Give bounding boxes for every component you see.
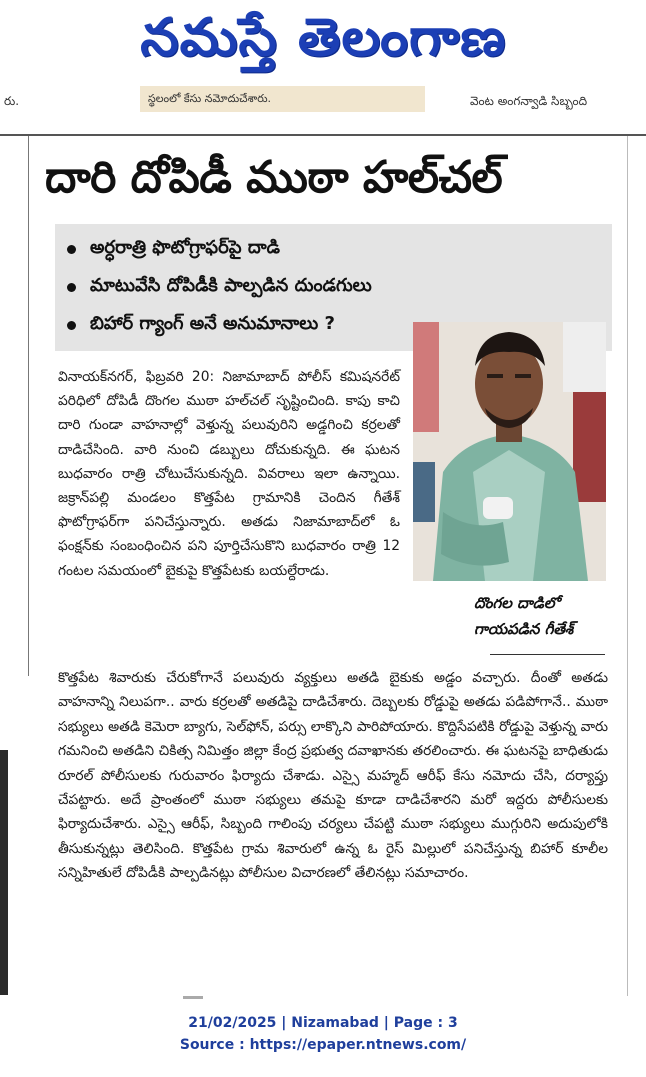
highlight-item [67,268,612,306]
victim-photo [413,322,606,581]
article-paragraph: వినాయక్‌నగర్, ఫిబ్రవరి 20: నిజామాబాద్ పోలీస్ కమిషనరేట్ పరిధిలో దోపిడీ దొంగల ముఠా హల్‌చల్ సృష్టించింది. కాపు కాచి దారి గుండా వాహనాల్లో వెళ్తున్న పలువురిని అడ్డగించి కర్రలతో దాడిచేసింది. వారి నుంచి డబ్బులు దోచుకున్నది. ఈ ఘటన బుధవారం రాత్రి చోటుచేసుకున్నది. వివరాలు ఇలా ఉన్నాయి. జక్రాన్‌పల్లి మండలం కొత్తపేట గ్రామానికి చెందిన గీతేశ్ ఫొటోగ్రాఫర్‌గా పనిచేస్తున్నారు. అతడు నిజామాబాద్‌లో ఓ ఫంక్షన్‌కు సంబంధించిన పని పూర్తిచేసుకొని బుధవారం రాత్రి 12 గంటల సమయంలో బైకుపై కొత్తపేటకు బయల్దేరాడు. [58,369,400,579]
masthead [0,0,646,78]
photo-caption: దొంగల దాడిలో గాయపడిన గీతేశ్ [474,594,574,638]
highlight-text: అర్ధరాత్రి ఫొటోగ్రాఫర్‌పై దాడి [90,236,280,258]
victim-photo-illustration [413,322,606,581]
divider-top [0,134,646,136]
strip-right-fragment: వెంట అంగన్వాడి సిబ్బంది [470,94,588,108]
highlight-text: బిహార్ గ్యాంగ్ అనే అనుమానాలు ? [90,312,335,334]
strip-middle-fragment: స్థలంలో కేసు నమోదుచేశారు. [140,86,425,112]
bullet-icon [67,245,76,254]
article-body-column [58,365,400,583]
end-mark [183,996,203,999]
caption-underline [490,654,605,655]
article-paragraph: కొత్తపేట శివారుకు చేరుకోగానే పలువురు వ్యక్తులు అతడి బైకుకు అడ్డం వచ్చారు. దీంతో అతడు వాహనాన్ని నిలుపగా.. వారు కర్రలతో అతడిపై దాడిచేశారు. దెబ్బలకు రోడ్డుపై అతడు పడిపోగానే.. ముఠా సభ్యులు అతడి కెమెరా బ్యాగు, సెల్‌ఫోన్, పర్సు లాక్కొని పారిపోయారు. కొద్దిసేపటికి రోడ్డుపై వెళ్తున్న వారు గమనించి అతడిని చికిత్స నిమిత్తం జిల్లా కేంద్ర ప్రభుత్వ దవాఖానకు తరలించారు. ఈ ఘటనపై బాధితుడు రూరల్ పోలీసులకు గురువారం ఫిర్యాదు చేశాడు. ఎస్సై మహ్మద్ ఆరీఫ్ కేసు నమోదు చేసి, దర్యాప్తు చేపట్టారు. అదే ప్రాంతంలో ముఠా సభ్యులు తమపై కూడా దాడిచేశారని మరో ఇద్దరు పోలీసులకు ఫిర్యాదుచేశారు. ఎస్సై ఆరీఫ్, సిబ్బంది గాలింపు చర్యలు చేపట్టి ముఠా సభ్యులు ముగ్గురిని అదుపులోకి తీసుకున్నట్లు తెలిసింది. కొత్తపేట గ్రామ శివారులో ఉన్న ఓ రైస్ మిల్లులో పనిచేస్తున్న బిహార్ కూలీల సన్నిహితులే దోపిడీకి పాల్పడినట్లు పోలీసుల విచారణలో తేలినట్లు సమాచారం. [58,670,608,882]
bullet-icon [67,321,76,330]
edition-info: 21/02/2025 | Nizamabad | Page : 3 [188,1015,458,1031]
adjacent-photo-edge [0,750,8,995]
article-headline: దారి దోపిడీ ముఠా హల్‌చల్ [45,152,503,203]
highlight-text: మాటువేసి దోపిడీకి పాల్పడిన దుండగులు [90,274,372,296]
divider-right-column [627,136,628,996]
newspaper-logo: నమస్తే తెలంగాణ [139,8,507,68]
highlight-item [67,230,612,268]
bullet-icon [67,283,76,292]
article-body-wide [58,666,608,886]
source-link[interactable]: Source : https://epaper.ntnews.com/ [179,1037,467,1053]
page-footer [0,1012,646,1056]
strip-left-fragment: రు. [4,94,20,108]
top-strip [0,84,646,130]
divider-left-column [28,136,29,676]
